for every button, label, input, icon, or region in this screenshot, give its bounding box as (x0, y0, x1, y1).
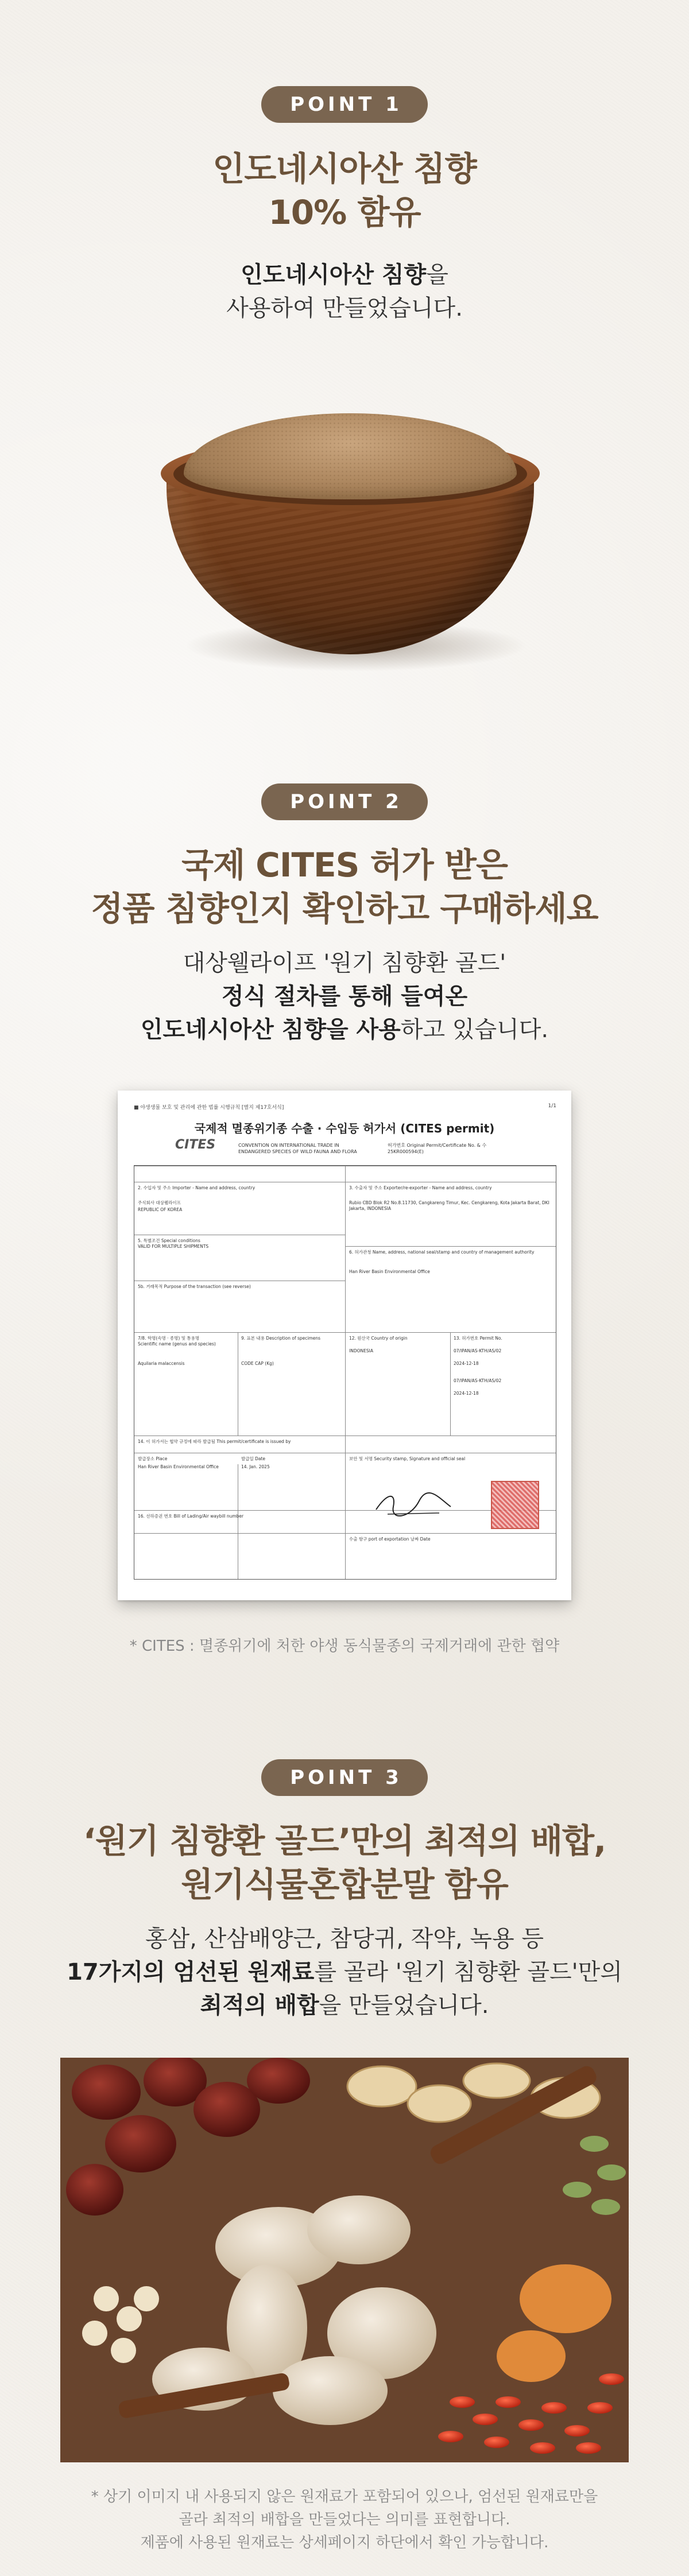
cert-origin-country: INDONESIA (349, 1348, 373, 1353)
cert-issue-place: Han River Basin Environmental Office (138, 1464, 219, 1469)
point2-body-line3: 인도네시아산 침향을 사용하고 있습니다. (140, 1017, 549, 1043)
cert-permit-ref-a: 07/IPAN/AS-KTH/AS/02 (454, 1348, 502, 1353)
cert-quantity: CODE CAP (Kg) (241, 1361, 274, 1366)
cert-page-number: 1/1 (548, 1103, 556, 1109)
point2-badge: POINT 2 (261, 783, 428, 820)
cert-permit-ref-b: 07/IPAN/AS-KTH/AS/02 (454, 1378, 502, 1383)
point2-note: * CITES : 멸종위기에 처한 야생 동식물종의 국제거래에 관한 협약 (129, 1638, 560, 1655)
point2-headline-line2: 정품 침향인지 확인하고 구매하세요 (91, 889, 598, 928)
point1-headline-line1: 인도네시아산 침향 (212, 149, 477, 188)
signature-image (370, 1487, 456, 1521)
point2-body-line2: 정식 절차를 통해 들여온 (221, 983, 468, 1010)
point2-headline-line1: 국제 CITES 허가 받은 (181, 845, 508, 884)
cites-logo: CITES (175, 1138, 216, 1152)
point1-section (0, 86, 689, 325)
cert-top-note: ■ 야생생물 보호 및 관리에 관한 법률 시행규칙 [별지 제17호서식] (134, 1105, 284, 1111)
point3-body-line2: 17가지의 엄선된 원재료를 골라 '원기 침향환 골드'만의 (67, 1959, 622, 1985)
point2-section (0, 783, 689, 1046)
point2-body-line1: 대상웰라이프 '원기 침향환 골드' (183, 950, 506, 976)
point3-body-line3: 최적의 배합을 만들었습니다. (200, 1992, 489, 2019)
point1-badge: POINT 1 (261, 86, 428, 123)
point1-headline-line2: 10% 함유 (268, 193, 421, 232)
cert-convention: CONVENTION ON INTERNATIONAL TRADE IN ENDANGERED SPECIES OF WILD FAUNA AND FLORA (238, 1143, 357, 1154)
point3-headline-line1: ‘원기 침향환 골드’만의 최적의 배합, (83, 1821, 606, 1860)
cert-exporter: Rubio CBD Blok R2 No.8.11730, Cangkareng Timur, Kec. Cengkareng, Kota Jakarta Barat, DKI Jakarta, INDONESIA (349, 1200, 549, 1211)
powder-bowl-image (161, 413, 540, 677)
cert-management-authority: Han River Basin Environmental Office (349, 1269, 430, 1274)
herbal-ingredients-image (60, 2058, 629, 2462)
point3-section (0, 1759, 689, 2022)
cert-title: 국제적 멸종위기종 수출 · 수입등 허가서 (CITES permit) (194, 1122, 495, 1135)
point1-body-line2: 사용하여 만들었습니다. (226, 295, 463, 321)
point3-note: * 상기 이미지 내 사용되지 않은 원재료가 포함되어 있으나, 엄선된 원재료만을 골라 최적의 배합을 만들었다는 의미를 표현합니다. 제품에 사용된 원재료는 상세페이지 하단에서 확인 가능합니다. (91, 2488, 598, 2551)
cites-permit-document (118, 1091, 571, 1600)
cert-importer-country: REPUBLIC OF KOREA (138, 1207, 183, 1212)
cert-permit-number: 허가번호 Original Permit/Certificate No. & 수 25KR000594(E) (388, 1143, 487, 1154)
point3-badge: POINT 3 (261, 1759, 428, 1796)
point1-body-line1: 인도네시아산 침향을 (241, 262, 448, 288)
point3-body-line1: 홍삼, 산삼배양근, 참당귀, 작약, 녹용 등 (145, 1926, 544, 1952)
cert-date-a: 2024-12-18 (454, 1361, 479, 1366)
official-seal-stamp (491, 1481, 539, 1529)
cert-form-grid: 2. 수입자 및 주소 Importer - Name and address, country 주식회사 대상웰라이프 REPUBLIC OF KOREA 5. 특별조건 Special conditions VALID FOR MULTIPLE SHIPMENTS 5b. 거래목적 Purpose of the transaction (see reverse) 3. 수출자 및 주소 Exporter/re-exporter - Name and address, country Rubio CBD Blok R2 No.8.11730, Cangkareng Timur, Kec. Cengkareng, Kota Jakarta Barat, DKI Jakarta, INDONESIA 6. 허가관청 Name, address, national seal/stamp and country of management authority Han River Basin Environmental Office 7/8. 학명(속명 · 종명) 및 통용명 Scientific name (genus and species) Aquilaria malaccensis 9. 표본 내용 Description of specimens CODE CAP (Kg) 12. 원산국 Country of origin INDONESIA 13. 허가번호 Permit No. 07/IPAN/AS-KTH/AS/02 2024-12-18 07/IPAN/AS-KTH/AS/02 2024-12-18 14. 이 허가서는 협약 규정에 따라 발급됨 This permit/certificate is issued by 발급장소 Place Han River Basin Environmental Office 발급일 Date 14. Jan. 2025 보안 및 서명 Security stamp, Signature and official seal 16. 선하증권 번호 Bill of Lading/Air waybill number 수출 항구 port of exportation 날짜 Date (134, 1165, 556, 1580)
cert-issue-date: 14. Jan. 2025 (241, 1464, 270, 1469)
point3-headline-line2: 원기식물혼합분말 함유 (181, 1865, 508, 1904)
cert-species-name: Aquilaria malaccensis (138, 1361, 185, 1366)
cert-date-b: 2024-12-18 (454, 1391, 479, 1396)
